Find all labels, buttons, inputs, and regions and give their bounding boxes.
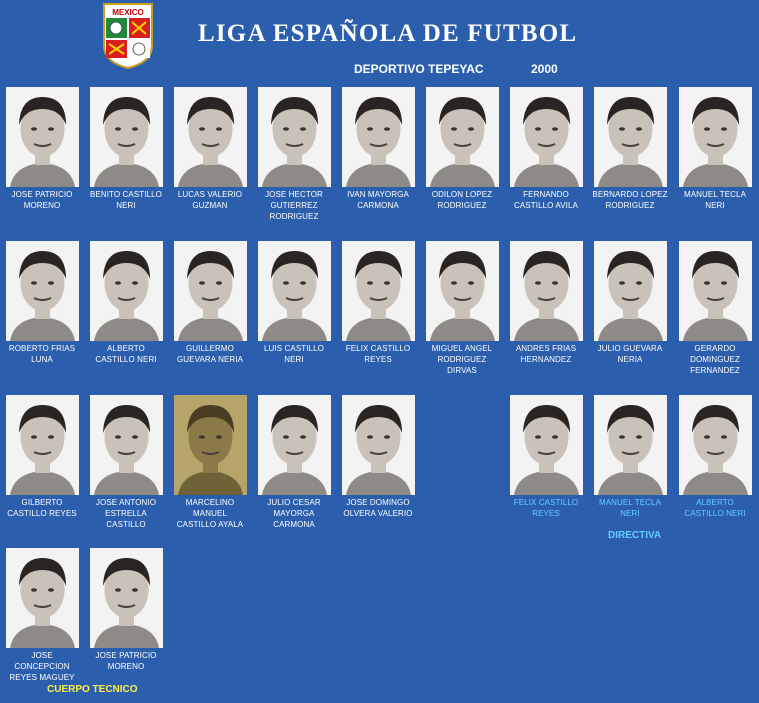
player-name: GUILLERMO GUEVARA NERIA [176,344,244,364]
player-card [423,241,501,376]
player-name: JOSE ANTONIO ESTRELLA CASTILLO [95,498,157,529]
player-name: GILBERTO CASTILLO REYES [7,498,77,518]
player-name: JOSE DOMINGO OLVERA VALERIO [343,498,413,518]
player-photo [679,87,752,187]
player-name: ODILON LOPEZ RODRIGUEZ [431,190,493,210]
staff-name: JOSE PATRICIO MORENO [95,651,157,671]
player-card [339,87,417,211]
player-photo [342,87,415,187]
player-name: JULIO GUEVARA NERIA [597,344,663,364]
player-name: FERNANDO CASTILLO AVILA [514,190,578,210]
player-name: ANDRES FRIAS HERNANDEZ [515,344,577,364]
player-photo [6,87,79,187]
directiva-photo [594,395,667,495]
cuerpo-tecnico-label: CUERPO TECNICO [47,684,138,695]
player-card [87,87,165,211]
staff-name: JOSE CONCEPCION REYES MAGUEY [9,651,75,682]
mexico-crest-logo [102,2,154,70]
player-name: LUIS CASTILLO NERI [264,344,324,364]
player-photo [342,395,415,495]
player-card [591,87,669,211]
player-photo [174,395,247,495]
player-photo [426,241,499,341]
player-card [255,87,333,222]
staff-card [3,548,81,683]
player-card [676,241,754,376]
directiva-name: MANUEL TECLA NERI [598,498,662,518]
player-name: JULIO CESAR MAYORGA CARMONA [267,498,321,529]
player-name: JOSE PATRICIO MORENO [11,190,73,210]
player-photo [90,395,163,495]
directiva-name: ALBERTO CASTILLO NERI [684,498,746,518]
player-card [87,395,165,530]
directiva-card [507,395,585,519]
crest-label: MEXICO [112,8,144,17]
player-photo [426,87,499,187]
player-photo [594,87,667,187]
player-card [171,87,249,211]
player-photo [174,87,247,187]
staff-card [87,548,165,672]
player-card [3,87,81,211]
directiva-photo [679,395,752,495]
player-name: GERARDO DOMINGUEZ FERNANDEZ [690,344,740,375]
player-card [3,395,81,519]
player-photo [594,241,667,341]
player-card [255,241,333,365]
team-name: DEPORTIVO TEPEYAC [354,62,484,76]
directiva-photo [510,395,583,495]
player-card [3,241,81,365]
player-photo [90,241,163,341]
player-name: MIGUEL ANGEL RODRIGUEZ DIRVAS [431,344,493,375]
player-photo [174,241,247,341]
player-name: BENITO CASTILLO NERI [89,190,163,210]
player-photo [258,241,331,341]
player-name: LUCAS VALERIO GUZMAN [177,190,243,210]
player-name: MARCELINO MANUEL CASTILLO AYALA [176,498,244,529]
player-photo [258,395,331,495]
staff-photo [6,548,79,648]
staff-photo [90,548,163,648]
directiva-label: DIRECTIVA [608,530,662,541]
player-photo [6,395,79,495]
player-card [255,395,333,530]
player-card [507,87,585,211]
player-photo [90,87,163,187]
directiva-card [676,395,754,519]
player-photo [6,241,79,341]
player-name: BERNARDO LOPEZ RODRIGUEZ [592,190,668,210]
page-title: LIGA ESPAÑOLA DE FUTBOL [198,20,578,47]
player-photo [510,87,583,187]
player-name: JOSE HECTOR GUTIERREZ RODRIGUEZ [265,190,323,221]
player-photo [342,241,415,341]
player-name: MANUEL TECLA NERI [683,190,747,210]
player-card [339,241,417,365]
player-card [171,241,249,365]
player-name: IVAN MAYORGA CARMONA [347,190,409,210]
player-card [507,241,585,365]
player-card [676,87,754,211]
player-photo [258,87,331,187]
player-card [87,241,165,365]
player-name: FELIX CASTILLO REYES [345,344,411,364]
player-name: ALBERTO CASTILLO NERI [95,344,157,364]
player-card [423,87,501,211]
directiva-name: FELIX CASTILLO REYES [513,498,579,518]
player-card [591,241,669,365]
season-year: 2000 [531,62,558,76]
player-name: ROBERTO FRIAS LUNA [8,344,76,364]
player-card [171,395,249,530]
player-photo [510,241,583,341]
player-card [339,395,417,519]
player-photo [679,241,752,341]
directiva-card [591,395,669,519]
